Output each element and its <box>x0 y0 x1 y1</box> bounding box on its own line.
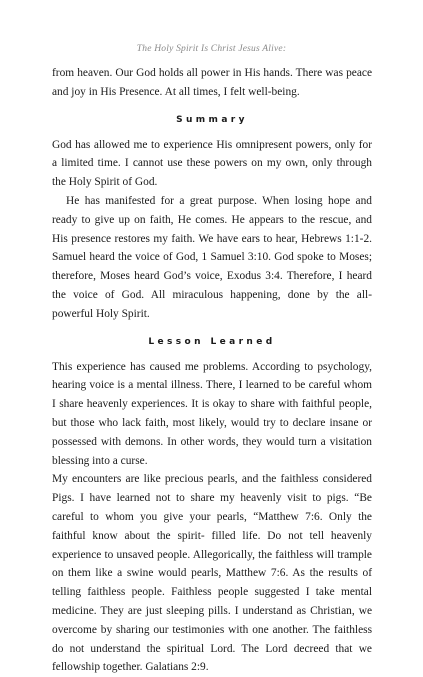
summary-paragraph-2: He has manifested for a great purpose. When losing hope and ready to give up on faith, He comes. He appears to the rescue, and His presence restores my faith. We have ears to hear, Hebrews 1:1-2. Samuel heard the voice of God, 1 Samuel 3:10. God spoke to Moses; therefore, Moses heard God’s voice, Exodus 3:4. Therefore, I heard the voice of God. All miraculous happening, done by the all- powerful Holy Spirit. <box>52 194 372 320</box>
summary-paragraph-1: God has allowed me to experience His omnipresent powers, only for a limited time. I cannot use these powers on my own, only through the Holy Spirit of God. <box>52 138 372 189</box>
page-body <box>52 64 372 677</box>
summary-heading: Summary <box>176 114 248 125</box>
lesson-learned-heading: Lesson Learned <box>148 336 276 347</box>
lesson-paragraph-1: This experience has caused me problems. According to psychology, hearing voice is a mental illness. There, I learned to be careful whom I share heavenly experiences. It is okay to share with faithful people, but those who lack faith, most likely, would try to declare insane or possessed with demons. In other words, they would turn a visitation blessing into a curse. <box>52 360 372 467</box>
lesson-paragraph-2: My encounters are like precious pearls, and the faithless considered Pigs. I have learned not to share my heavenly visit to pigs. “Be careful to whom you give your pearls, “Matthew 7:6. Only the faithful know about the spirit- filled life. Do not tell heavenly experience to unsaved people. Allegorically, the faithless will trample on them like a swine would pearls, Matthew 7:6. As the results of telling faithless people. Faithless people suggested I take mental medicine. They are just sleeping pills. I understand as Christian, we overcome by sharing our testimonies with one another. The faithless do not understand the spiritual Lord. The Lord decreed that we fellowship together. Galatians 2:9. <box>52 473 372 674</box>
opening-paragraph: from heaven. Our God holds all power in His hands. There was peace and joy in His Presence. At all times, I felt well-being. <box>52 67 372 98</box>
running-header: The Holy Spirit Is Christ Jesus Alive: <box>136 44 287 54</box>
